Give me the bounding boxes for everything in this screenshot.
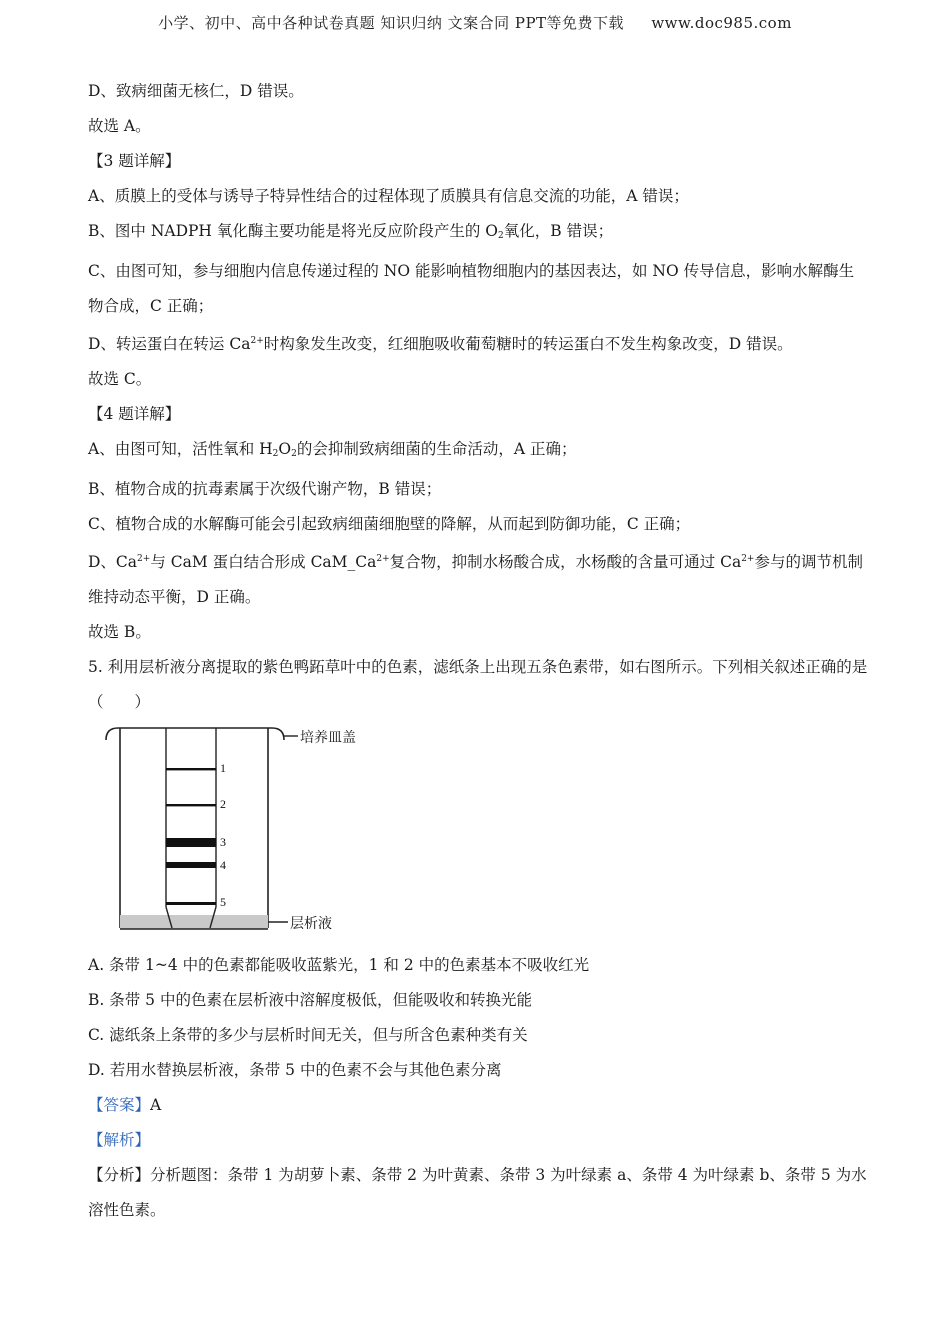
band-4 [166,862,216,868]
q3-option-a: A、质膜上的受体与诱导子特异性结合的过程体现了质膜具有信息交流的功能，A 错误； [88,187,689,205]
q4-option-b: B、植物合成的抗毒素属于次级代谢产物，B 错误； [88,480,442,498]
q5-option-d: D. 若用水替换层析液，条带 5 中的色素不会与其他色素分离 [88,1061,502,1079]
solvent-fill [120,915,268,929]
header-text: 小学、初中、高中各种试卷真题 知识归纳 文案合同 PPT等免费下载 [158,14,625,32]
q4-option-a: A、由图可知，活性氧和 $H_2O_2$的会抑制致病细菌的生命活动，A 正确； [88,440,577,459]
text-line: D、致病细菌无核仁，D 错误。 [88,82,304,100]
band-number-3: 3 [220,835,226,849]
band-5 [166,902,216,905]
answer-line [88,1088,868,1123]
text-line: 故选 A。 [88,117,151,135]
chromatography-diagram [102,724,402,942]
lid-label: 培养皿盖 [300,730,356,746]
band-3 [166,838,216,847]
q3-option-b: B、图中 NADPH 氧化酶主要功能是将光反应阶段产生的 $O_2$氧化，B 错误； [88,222,614,241]
page-header [0,12,950,33]
band-1 [166,768,216,770]
q3-option-c: C、由图可知，参与细胞内信息传递过程的 NO 能影响植物细胞内的基因表达，如 NO 传导信息，影响水解酶生物合成，C 正确； [88,262,855,315]
q4-answer: 故选 B。 [88,623,151,641]
band-2 [166,804,216,806]
section-title-q3: 【3 题详解】 [88,152,181,170]
q3-answer: 故选 C。 [88,370,152,388]
analysis-text [88,1158,868,1228]
solvent-label: 层析液 [290,916,332,932]
chromatography-figure [102,724,402,942]
q5-option-a: A. 条带 1~4 中的色素都能吸收蓝紫光，1 和 2 中的色素基本不吸收红光 [88,956,590,974]
answer-value: A [150,1096,162,1114]
q4-option-c: C、植物合成的水解酶可能会引起致病细菌细胞壁的降解，从而起到防御功能，C 正确； [88,515,691,533]
band-number-1: 1 [220,761,226,775]
q5-option-b: B. 条带 5 中的色素在层析液中溶解度极低，但能吸收和转换光能 [88,991,532,1009]
section-title-q4: 【4 题详解】 [88,405,181,423]
q4-option-d: D、$Ca^{2+}$与 CaM 蛋白结合形成 $CaM\_Ca^{2+}$复合物，抑制水杨酸合成，水杨酸的含量可通过 $Ca^{2+}$参与的调节机制维持动态平衡，D 正确。 [88,553,863,606]
band-number-2: 2 [220,797,226,811]
band-number-4: 4 [220,858,226,872]
dish-lid [106,728,284,740]
fenxi-text: 分析题图：条带 1 为胡萝卜素、条带 2 为叶黄素、条带 3 为叶绿素 a、条带 4 为叶绿素 b、条带 5 为水溶性色素。 [88,1166,867,1219]
header-url[interactable]: www.doc985.com [651,14,792,32]
fenxi-label: 【分析】 [88,1166,151,1184]
document-body [88,74,868,1228]
q3-option-d: D、转运蛋白在转运 $Ca^{2+}$时构象发生改变，红细胞吸收葡萄糖时的转运蛋白不发生构象改变，D 错误。 [88,335,793,353]
analysis-label: 【解析】 [88,1131,151,1149]
band-number-5: 5 [220,895,226,909]
q5-stem: 5. 利用层析液分离提取的紫色鸭跖草叶中的色素，滤纸条上出现五条色素带，如右图所示。下列相关叙述正确的是（ ） [88,658,868,711]
q5-option-c: C. 滤纸条上条带的多少与层析时间无关，但与所含色素种类有关 [88,1026,528,1044]
answer-label: 【答案】 [88,1096,151,1114]
